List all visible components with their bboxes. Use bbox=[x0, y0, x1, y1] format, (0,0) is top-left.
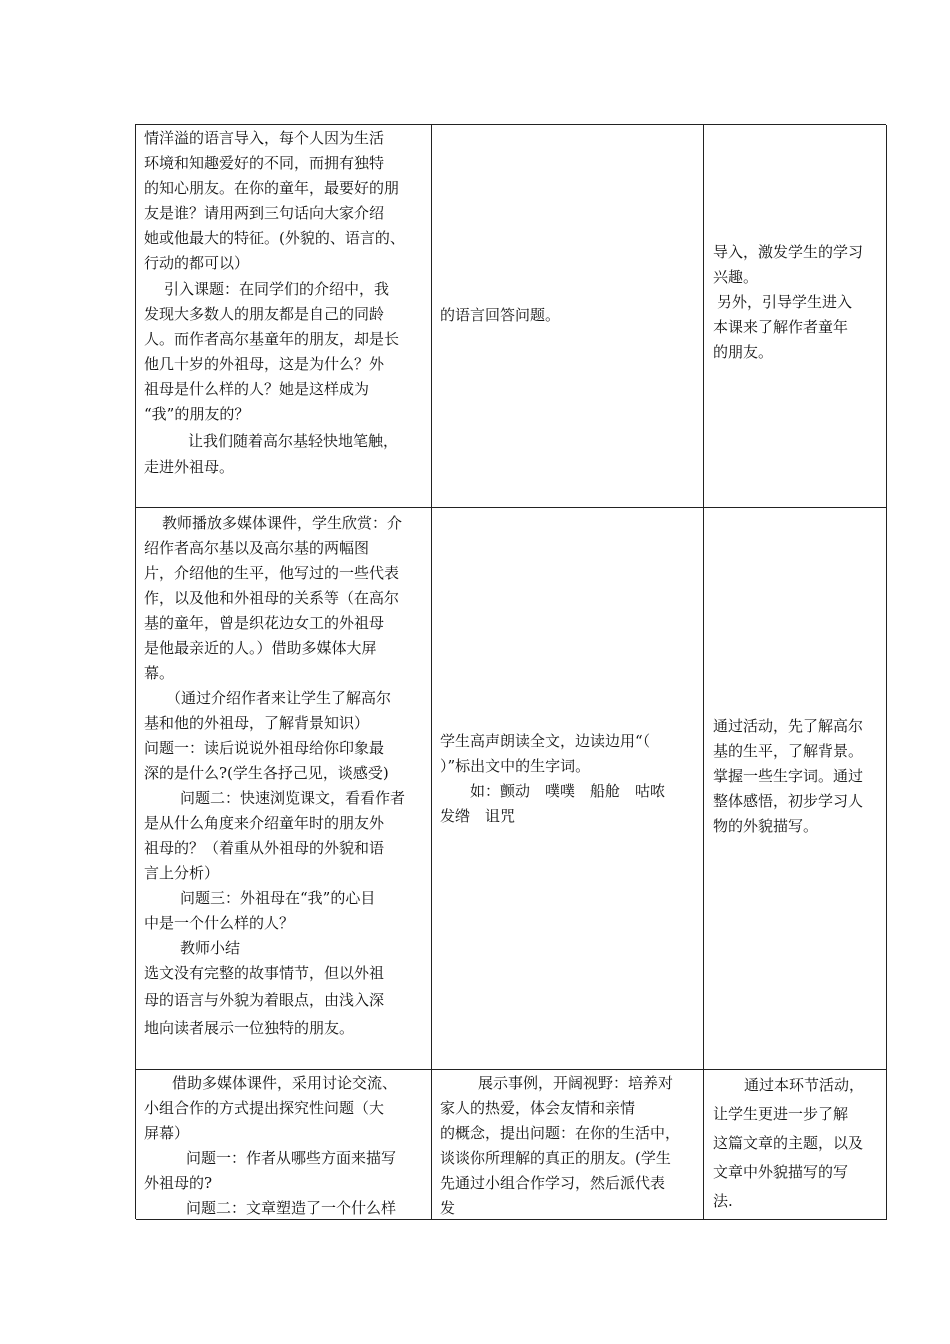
row1-student-cell bbox=[432, 125, 704, 508]
row3-student-line: 先通过小组合作学习，然后派代表 bbox=[440, 1174, 666, 1192]
row3-teacher-cell bbox=[136, 1070, 432, 1220]
row3-teacher-line: 问题一：作者从哪些方面来描写 bbox=[186, 1149, 397, 1167]
row3-student-line: 的概念，提出问题：在你的生活中， bbox=[440, 1124, 681, 1142]
lesson-plan-table bbox=[135, 124, 886, 1219]
row2-teacher-line: 是从什么角度来介绍童年时的朋友外 bbox=[144, 814, 385, 832]
row2-teacher-line: 选文没有完整的故事情节，但以外祖 bbox=[144, 964, 385, 982]
row2-teacher-line: （通过介绍作者来让学生了解高尔 bbox=[166, 689, 392, 707]
row1-teacher-line: “我”的朋友的？ bbox=[144, 405, 250, 423]
row2-teacher-line: 幕。 bbox=[144, 664, 175, 682]
row1-intent-cell bbox=[704, 125, 887, 508]
row2-teacher-line: 言上分析） bbox=[144, 864, 220, 882]
row1-intent-line: 兴趣。 bbox=[713, 268, 759, 286]
row3-student-line: 家人的热爱，体会友情和亲情 bbox=[440, 1099, 636, 1117]
row1-student-line: 的语言回答问题。 bbox=[440, 306, 561, 324]
row1-teacher-line: 她或他最大的特征。(外貌的、语言的、 bbox=[144, 229, 405, 247]
row1-teacher-cell bbox=[136, 125, 432, 508]
row3-intent-line: 让学生更进一步了解 bbox=[713, 1105, 849, 1123]
row2-student-line: 学生高声朗读全文，边读边用“（ bbox=[440, 732, 651, 750]
row3-intent-line: 法. bbox=[713, 1192, 733, 1210]
row2-intent-cell bbox=[704, 508, 887, 1070]
row2-teacher-line: 片，介绍他的生平，他写过的一些代表 bbox=[144, 564, 400, 582]
row1-teacher-line: 行动的都可以） bbox=[144, 254, 250, 272]
row3-intent-cell bbox=[704, 1070, 887, 1220]
row2-teacher-line: 绍作者高尔基以及高尔基的两幅图 bbox=[144, 539, 370, 557]
row3-teacher-line: 外祖母的? bbox=[144, 1174, 213, 1192]
row2-teacher-line: 教师小结 bbox=[180, 939, 241, 957]
row2-intent-line: 通过活动，先了解高尔 bbox=[713, 717, 864, 735]
row1-teacher-line: 环境和知趣爱好的不同，而拥有独特 bbox=[144, 154, 385, 172]
row1-teacher-line: 走进外祖母。 bbox=[144, 458, 235, 476]
row2-intent-line: 整体感悟，初步学习人 bbox=[713, 792, 864, 810]
row2-student-line: ）”标出文中的生字词。 bbox=[440, 757, 591, 775]
row2-student-cell bbox=[432, 508, 704, 1070]
row1-intent-line: 本课来了解作者童年 bbox=[713, 318, 849, 336]
row2-teacher-line: 教师播放多媒体课件，学生欣赏：介 bbox=[162, 514, 403, 532]
row3-intent-line: 这篇文章的主题，以及 bbox=[713, 1134, 864, 1152]
row1-intent-line: 另外，引导学生进入 bbox=[717, 293, 853, 311]
row2-teacher-line: 作，以及他和外祖母的关系等（在高尔 bbox=[144, 589, 400, 607]
row1-teacher-line: 人。而作者高尔基童年的朋友，却是长 bbox=[144, 330, 400, 348]
row1-teacher-line: 引入课题：在同学们的介绍中，我 bbox=[164, 280, 390, 298]
row3-teacher-line: 小组合作的方式提出探究性问题（大 bbox=[144, 1099, 385, 1117]
row1-teacher-line: 发现大多数人的朋友都是自己的同龄 bbox=[144, 305, 385, 323]
row3-student-line: 谈谈你所理解的真正的朋友。(学生 bbox=[440, 1149, 671, 1167]
row3-intent-line: 通过本环节活动， bbox=[744, 1076, 865, 1094]
row2-teacher-line: 是他最亲近的人。）借助多媒体大屏 bbox=[144, 639, 377, 657]
row2-intent-line: 掌握一些生字词。通过 bbox=[713, 767, 864, 785]
row1-teacher-line: 祖母是什么样的人？她是这样成为 bbox=[144, 380, 370, 398]
row2-teacher-line: 地向读者展示一位独特的朋友。 bbox=[144, 1019, 355, 1037]
row2-teacher-cell bbox=[136, 508, 432, 1070]
row1-teacher-line: 友是谁？请用两到三句话向大家介绍 bbox=[144, 204, 385, 222]
row1-teacher-line: 的知心朋友。在你的童年，最要好的朋 bbox=[144, 179, 400, 197]
row3-teacher-line: 问题二：文章塑造了一个什么样 bbox=[186, 1199, 397, 1217]
row1-intent-line: 导入，激发学生的学习 bbox=[713, 243, 864, 261]
row1-intent-line: 的朋友。 bbox=[713, 343, 774, 361]
row2-teacher-line: 中是一个什么样的人？ bbox=[144, 914, 295, 932]
row2-student-line: 如：颤动 噗噗 船舱 咕哝 bbox=[470, 782, 666, 800]
row2-teacher-line: 基的童年，曾是织花边女工的外祖母 bbox=[144, 614, 385, 632]
row2-teacher-line: 基和他的外祖母，了解背景知识） bbox=[144, 714, 370, 732]
row3-student-line: 发 bbox=[440, 1199, 456, 1217]
row2-teacher-line: 深的是什么?(学生各抒己见，谈感受) bbox=[144, 764, 389, 782]
row2-teacher-line: 问题二：快速浏览课文，看看作者 bbox=[180, 789, 406, 807]
row1-teacher-line: 情洋溢的语言导入，每个人因为生活 bbox=[144, 129, 385, 147]
row3-student-cell bbox=[432, 1070, 704, 1220]
row3-teacher-line: 屏幕） bbox=[144, 1124, 190, 1142]
row1-teacher-line: 他几十岁的外祖母，这是为什么？外 bbox=[144, 355, 385, 373]
row2-intent-line: 基的生平，了解背景。 bbox=[713, 742, 864, 760]
row2-intent-line: 物的外貌描写。 bbox=[713, 817, 819, 835]
row2-student-line: 发绺 诅咒 bbox=[440, 807, 516, 825]
row3-intent-line: 文章中外貌描写的写 bbox=[713, 1163, 849, 1181]
row2-teacher-line: 问题一：读后说说外祖母给你印象最 bbox=[144, 739, 385, 757]
row3-student-line: 展示事例，开阔视野：培养对 bbox=[478, 1074, 674, 1092]
row2-teacher-line: 祖母的？（着重从外祖母的外貌和语 bbox=[144, 839, 385, 857]
row2-teacher-line: 母的语言与外貌为着眼点，由浅入深 bbox=[144, 991, 385, 1009]
row3-teacher-line: 借助多媒体课件，采用讨论交流、 bbox=[172, 1074, 398, 1092]
row2-teacher-line: 问题三：外祖母在“我”的心目 bbox=[180, 889, 376, 907]
row1-teacher-line: 让我们随着高尔基轻快地笔触， bbox=[188, 432, 399, 450]
